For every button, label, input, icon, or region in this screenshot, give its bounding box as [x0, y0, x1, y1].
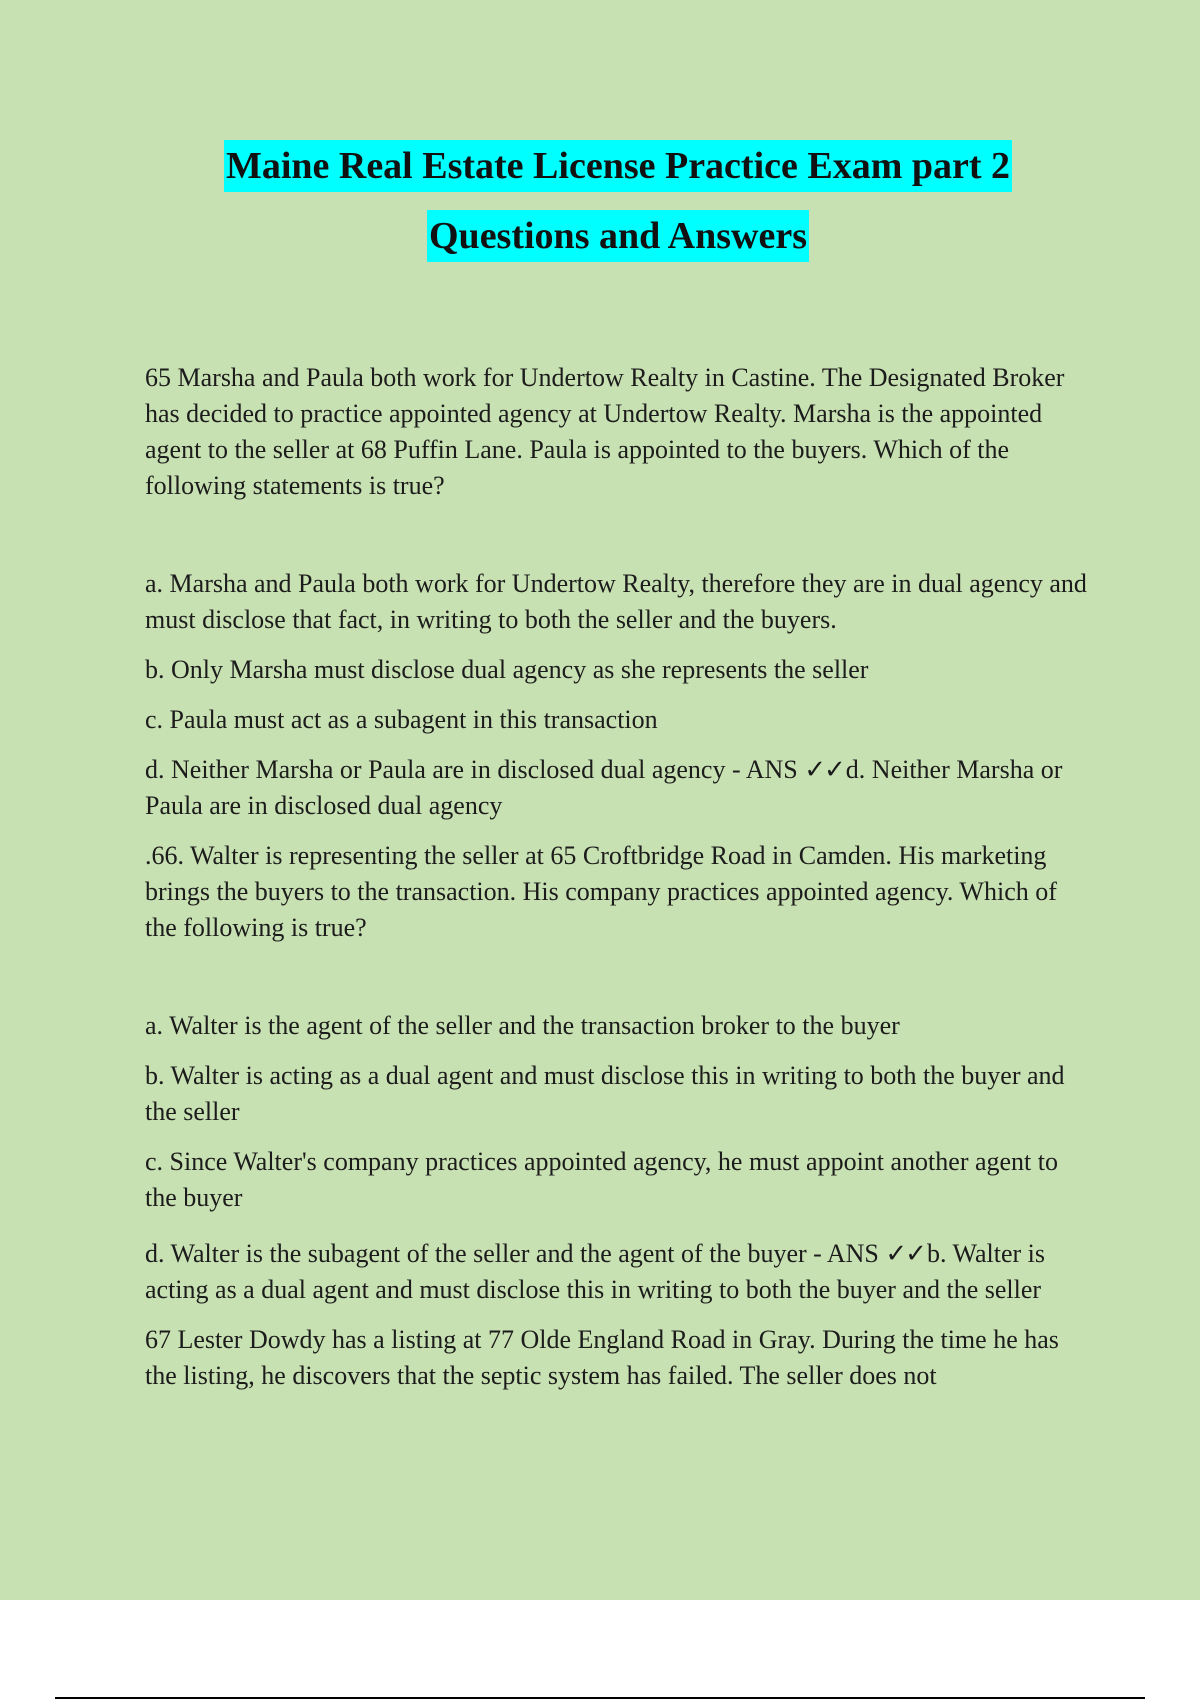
document-title	[0, 140, 1200, 262]
question-66-option-c: c. Since Walter's company practices appointed agency, he must appoint another agent to the buyer	[145, 1147, 1059, 1212]
question-66-option-d	[145, 1236, 1095, 1308]
question-65-option-d	[145, 752, 1095, 824]
question-65-stem: 65 Marsha and Paula both work for Undertow Realty in Castine. The Designated Broker has decided to practice appointed agency at Undertow Realty. Marsha is the appointed agent to the seller at 68 Puffin Lane. Paula is appointed to the buyers. Which of the following statements is true?	[145, 363, 1065, 500]
check-marks-icon: ✓✓	[885, 1239, 925, 1268]
question-65-option-c: c. Paula must act as a subagent in this transaction	[145, 705, 658, 734]
title-line-2: Questions and Answers	[427, 210, 809, 262]
question-66-option-a: a. Walter is the agent of the seller and the transaction broker to the buyer	[145, 1011, 900, 1040]
question-66-stem: .66. Walter is representing the seller at 65 Croftbridge Road in Camden. His marketing brings the buyers to the transaction. His company practices appointed agency. Which of the following is true?	[145, 841, 1057, 942]
check-marks-icon: ✓✓	[804, 755, 844, 784]
question-65-answer: d. Neither Marsha or Paula are in disclosed dual agency	[145, 755, 1063, 820]
question-65-option-a: a. Marsha and Paula both work for Undertow Realty, therefore they are in dual agency and must disclose that fact, in writing to both the seller and the buyers.	[145, 569, 1087, 634]
document-body	[145, 360, 1095, 1394]
question-66-option-b: b. Walter is acting as a dual agent and must disclose this in writing to both the buyer and the seller	[145, 1061, 1065, 1126]
question-66-answer: b. Walter is acting as a dual agent and must disclose this in writing to both the buyer and the seller	[145, 1239, 1045, 1304]
question-65-option-d-text: d. Neither Marsha or Paula are in disclosed dual agency - ANS	[145, 755, 798, 784]
question-66-option-d-text: d. Walter is the subagent of the seller and the agent of the buyer - ANS	[145, 1239, 879, 1268]
question-67-stem: 67 Lester Dowdy has a listing at 77 Olde England Road in Gray. During the time he has the listing, he discovers that the septic system has failed. The seller does not	[145, 1325, 1059, 1390]
title-line-1: Maine Real Estate License Practice Exam part 2	[224, 140, 1012, 192]
footer-divider	[55, 1697, 1145, 1699]
question-65-option-b: b. Only Marsha must disclose dual agency as she represents the seller	[145, 655, 869, 684]
